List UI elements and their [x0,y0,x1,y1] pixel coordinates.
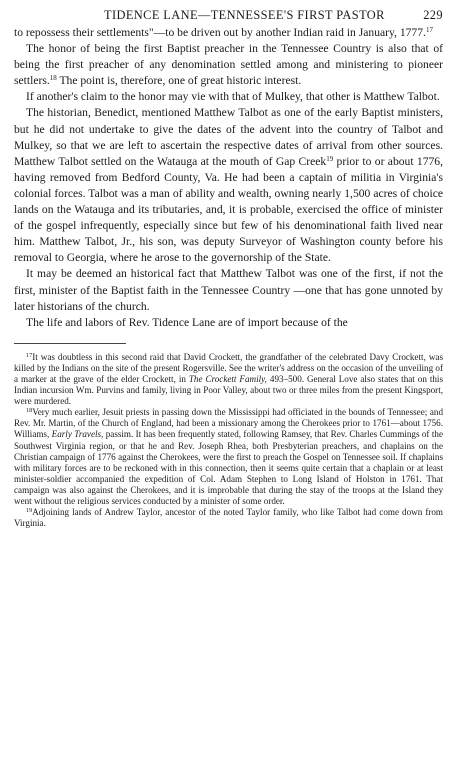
paragraph [14,266,443,314]
footnote-ref: 18 [49,74,57,83]
page-number: 229 [423,8,443,22]
paragraph-text: The historian, Benedict, mentioned Matthew Talbot as one of the early Baptist ministers, but he did not undertake to give the dates of the advent into the country of Talbot and Mulkey, so that we are left to ascertain the respective dates of arrival from other sources. Matthew Talbot settled on the Watauga at the mouth of Gap Creek [14,106,443,168]
paragraph [14,315,443,331]
footnote [14,507,443,529]
footnote-text: Very much earlier, Jesuit priests in passing down the Mississippi had officiated in the bounds of Tennessee; and Rev. Mr. Martin, of the Church of England, had been a missionary among the Cherokees prior to 1761—about 1756. Williams, [14,407,443,440]
paragraph [14,25,443,41]
footnote-text: 493–500. General Love also states that on this Indian incursion Wm. Purvins and family, living in Poor Valley, about two or three miles from the present Kingsport, were murdered. [14,373,443,407]
paragraph-text: The honor of being the first Baptist preacher in the Tennessee Country is also that of being the first preacher of any denomination settled among and ministering to pioneer settlers. [14,42,443,88]
footnote [14,352,443,407]
footnote-number: 17 [26,351,33,359]
footnote-text: It was doubtless in this second raid that David Crockett, the grandfather of the celebrated Davy Crockett, was killed by the Indians on the site of the present Rogersville. See the writer's address on the occasion of the unveiling of a marker at the grave of the elder Crockett, in [14,351,443,384]
footnote-text: Adjoining lands of Andrew Taylor, ancestor of the noted Taylor family, who like Talbot had come down from Virginia. [14,507,443,529]
paragraph-text: prior to or about 1776, having removed from Bedford County, Va. He had been a captain of militia in Virginia's colonial forces. Talbot was a man of ability and wealth, owning nearly 1,500 acres of choice lands on the Watauga and its tributaries, and, it is probable, exercised the office of minister of the gospel infrequently, especially since but few of his denominational faith lived near him. Matthew Talbot, Jr., his son, was deputy Surveyor of Washington county before his removal to Georgia, where he arose to the governorship of the State. [14,154,443,265]
footnote-number: 18 [26,407,33,415]
paragraph-text: The life and labors of Rev. Tidence Lane are of import because of the [26,315,348,329]
footnotes [14,352,443,530]
paragraph [14,41,443,89]
paragraph-text: to repossess their settlements"—to be driven out by another Indian raid in January, 1777. [14,26,426,39]
running-header [14,8,443,23]
paragraph-text: If another's claim to the honor may vie with that of Mulkey, that other is Matthew Talbot. [26,90,440,104]
footnote-title: The Crockett Family, [188,373,267,384]
footnote-text: passim. It has been frequently stated, following Ramsey, that Rev. Charles Cummings of the Southwest Virginia region, or that he and Rev. Joseph Rhea, both Presbyterian preachers, and chaplains on the Christian campaign of 1776 against the Cherokees, were the first to preach the Gospel on Tennessee soil. If chaplains with military forces are to be reckoned with in this connection, then it seems quite certain that a chaplain or at least minister-soldier accompanied the expedition of Col. Adam Stephen to Long Island of Holston in 1761. That campaign was also against the Cherokees, and it is improbable that during the stay of the troops at the Island they went without the religious services conducted by a minister of some order. [14,429,443,506]
footnote-title: Early Travels, [51,429,104,440]
running-title: TIDENCE LANE—TENNESSEE'S FIRST PASTOR [104,8,385,22]
paragraph [14,89,443,105]
footnote-number: 19 [26,507,33,515]
paragraph-text: It may be deemed an historical fact that Matthew Talbot was one of the first, if not the first, minister of the Baptist faith in the Tennessee Country —one that has gone unnoted by later historians of the church. [14,267,443,313]
main-text [14,25,443,331]
paragraph [14,105,443,266]
footnote-ref: 19 [326,154,334,163]
footnote-divider [14,343,126,344]
footnote [14,407,443,507]
footnote-ref: 17 [425,26,433,34]
paragraph-text: The point is, therefore, one of great historic interest. [56,74,302,88]
